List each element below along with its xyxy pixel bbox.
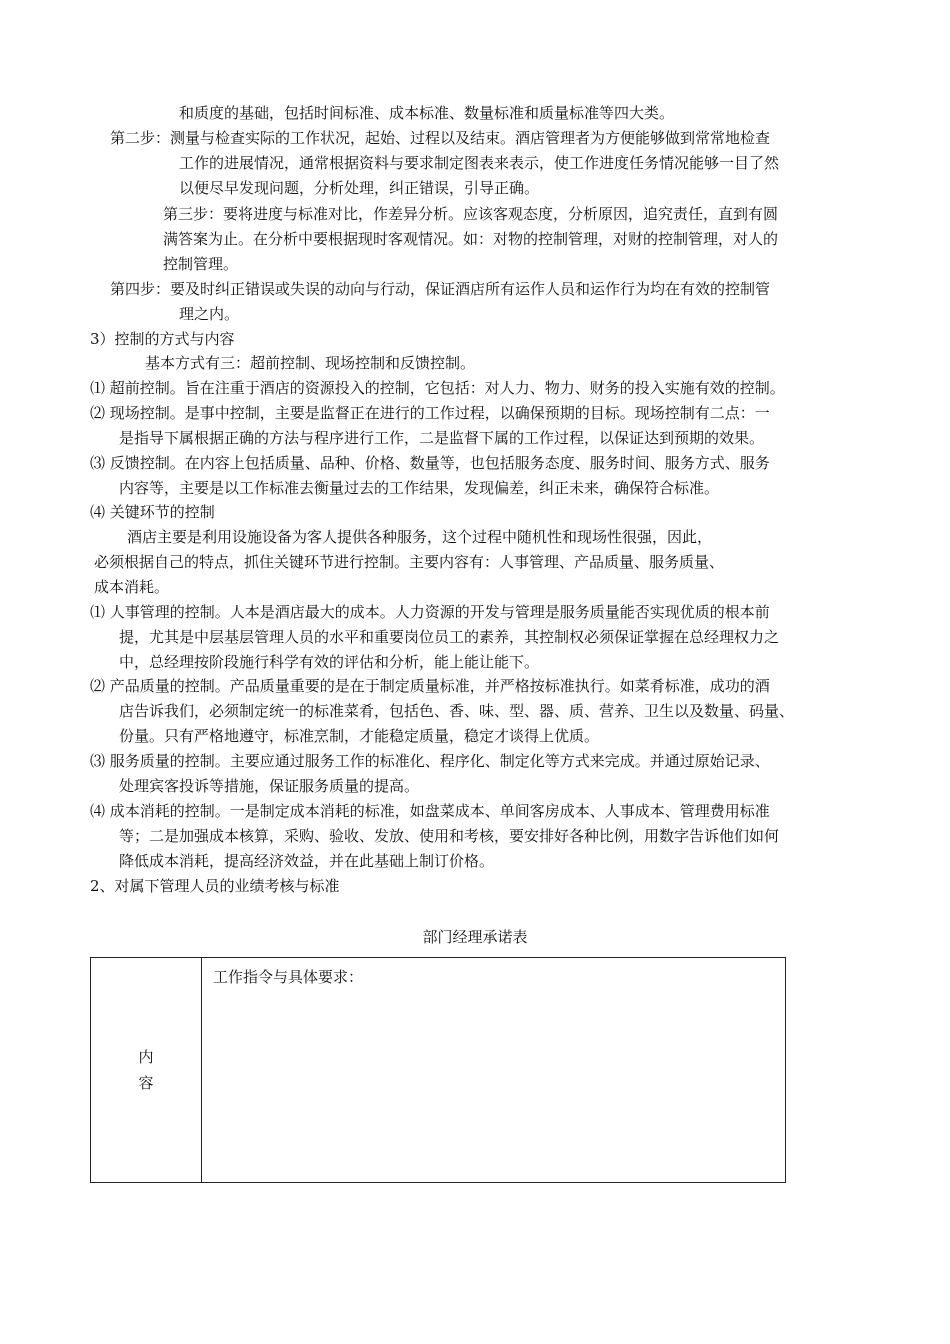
column-divider bbox=[201, 958, 202, 1182]
body-line: ⑵ 产品质量的控制。产品质量重要的是在于制定质量标准，并严格按标准执行。如菜肴标准，成功的酒 bbox=[90, 677, 770, 695]
body-line: 必须根据自己的特点，抓住关键环节进行控制。主要内容有：人事管理、产品质量、服务质量、 bbox=[94, 553, 725, 571]
body-line: ⑷ 成本消耗的控制。一是制定成本消耗的标准，如盘菜成本、单间客房成本、人事成本、管理费用标准 bbox=[90, 802, 770, 820]
body-line: 降低成本消耗，提高经济效益，并在此基础上制订价格。 bbox=[119, 852, 495, 870]
section-heading: 3）控制的方式与内容 bbox=[90, 330, 235, 348]
body-line: 处理宾客投诉等措施，保证服务质量的提高。 bbox=[119, 777, 420, 795]
body-line: 内容等，主要是以工作标准去衡量过去的工作结果，发现偏差，纠正未来，确保符合标准。 bbox=[119, 479, 720, 497]
body-line: ⑶ 服务质量的控制。主要应通过服务工作的标准化、程序化、制定化等方式来完成。并通过原始记录、 bbox=[90, 752, 770, 770]
body-line: 工作的进展情况，通常根据资料与要求制定图表来表示，使工作进度任务情况能够一目了然 bbox=[179, 154, 780, 172]
body-line: 等；二是加强成本核算，采购、验收、发放、使用和考核，要安排好各种比例，用数字告诉他们如何 bbox=[119, 827, 780, 845]
body-line: 和质度的基础，包括时间标准、成本标准、数量标准和质量标准等四大类。 bbox=[179, 104, 675, 122]
left-cell-char: 容 bbox=[138, 1074, 154, 1092]
body-line: 成本消耗。 bbox=[94, 578, 170, 596]
body-line: ⑴ 人事管理的控制。人本是酒店最大的成本。人力资源的开发与管理是服务质量能否实现优质的根本前 bbox=[90, 603, 770, 621]
body-line: ⑵ 现场控制。是事中控制，主要是监督正在进行的工作过程，以确保预期的目标。现场控制有二点：一 bbox=[90, 404, 770, 422]
table-right-header: 工作指令与具体要求： bbox=[213, 968, 364, 986]
body-line: 以便尽早发现问题，分析处理，纠正错误，引导正确。 bbox=[179, 179, 540, 197]
body-line: 第四步：要及时纠正错误或失误的动向与行动，保证酒店所有运作人员和运作行为均在有效的控制管 bbox=[110, 280, 771, 298]
body-line: 控制管理。 bbox=[163, 255, 239, 273]
section-heading: 2、对属下管理人员的业绩考核与标准 bbox=[90, 877, 340, 895]
body-line: 第三步：要将进度与标准对比，作差异分析。应该客观态度，分析原因，追究责任，直到有圆 bbox=[163, 205, 779, 223]
body-line: 酒店主要是利用设施设备为客人提供各种服务，这个过程中随机性和现场性很强，因此， bbox=[127, 528, 713, 546]
commitment-table bbox=[90, 957, 786, 1183]
body-line: 是指导下属根据正确的方法与程序进行工作，二是监督下属的工作过程，以保证达到预期的效果。 bbox=[119, 429, 765, 447]
section-heading: ⑷ 关键环节的控制 bbox=[90, 503, 215, 521]
body-line: 第二步：测量与检查实际的工作状况，起始、过程以及结束。酒店管理者为方便能够做到常常地检查 bbox=[110, 129, 771, 147]
body-line: 理之内。 bbox=[179, 305, 240, 323]
body-line: 中，总经理按阶段施行科学有效的评估和分析，能上能让能下。 bbox=[119, 653, 540, 671]
body-line: ⑶ 反馈控制。在内容上包括质量、品种、价格、数量等，也包括服务态度、服务时间、服务方式、服务 bbox=[90, 454, 770, 472]
body-line: 提，尤其是中层基层管理人员的水平和重要岗位员工的素养，其控制权必须保证掌握在总经理权力之 bbox=[119, 628, 780, 646]
table-left-cell bbox=[91, 958, 201, 1182]
body-line: 份量。只有严格地遵守，标准烹制，才能稳定质量，稳定才谈得上优质。 bbox=[119, 727, 600, 745]
table-title: 部门经理承诺表 bbox=[422, 928, 528, 946]
body-line: ⑴ 超前控制。旨在注重于酒店的资源投入的控制，它包括：对人力、物力、财务的投入实施有效的控制。 bbox=[90, 379, 785, 397]
body-line: 基本方式有三：超前控制、现场控制和反馈控制。 bbox=[145, 354, 476, 372]
left-cell-char: 内 bbox=[138, 1048, 154, 1066]
body-line: 满答案为止。在分析中要根据现时客观情况。如：对物的控制管理，对财的控制管理，对人的 bbox=[163, 230, 779, 248]
body-line: 店告诉我们，必须制定统一的标准菜肴，包括色、香、味、型、器、质、营养、卫生以及数量、码量、 bbox=[119, 702, 795, 720]
